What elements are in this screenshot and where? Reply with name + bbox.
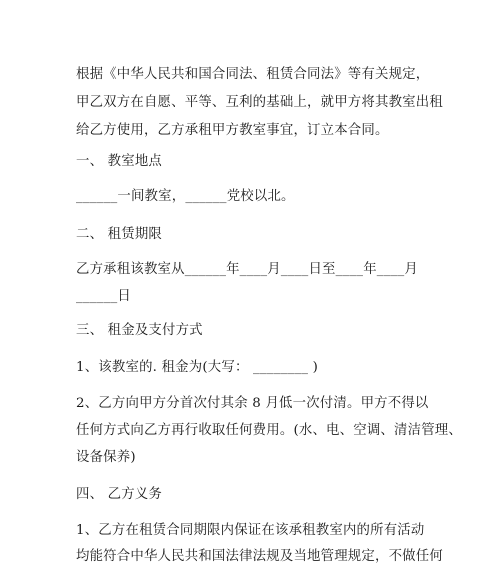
section-term-text-line-1: 乙方承租该教室从______年____月____日至____年____月: [76, 262, 418, 277]
section-location-text: ______一间教室，______党校以北。: [76, 189, 295, 204]
section-heading-rent: 三、 租金及支付方式: [76, 323, 203, 338]
section-heading-term: 二、 租赁期限: [76, 227, 162, 242]
section-heading-location: 一、 教室地点: [76, 154, 162, 169]
obligation-item-1-line-2: 均能符合中华人民共和国法律法规及当地管理规定，不做任何: [76, 549, 443, 564]
paragraph-intro-line-1: 根据《中华人民共和国合同法、租赁合同法》等有关规定，: [76, 67, 430, 82]
rent-item-2-line-3: 设备保养): [76, 450, 136, 465]
paragraph-intro-line-3: 给乙方使用，乙方承租甲方教室事宜，订立本合同。: [76, 123, 389, 138]
paragraph-intro-line-2: 甲乙双方在自愿、平等、互利的基础上，就甲方将其教室出租: [76, 95, 443, 110]
obligation-item-1-line-1: 1、乙方在租赁合同期限内保证在该承租教室内的所有活动: [76, 523, 425, 538]
section-heading-obligations: 四、 乙方义务: [76, 487, 162, 502]
rent-item-2-line-1: 2、乙方向甲方分首次付其余 8 月低一次付清。甲方不得以: [76, 396, 429, 411]
section-term-text-line-2: ______日: [76, 289, 131, 304]
rent-item-1: 1、该教室的. 租金为(大写： ________ ): [76, 360, 319, 375]
rent-item-2-line-2: 任何方式向乙方再行收取任何费用。(水、电、空调、清洁管理、: [76, 423, 462, 438]
